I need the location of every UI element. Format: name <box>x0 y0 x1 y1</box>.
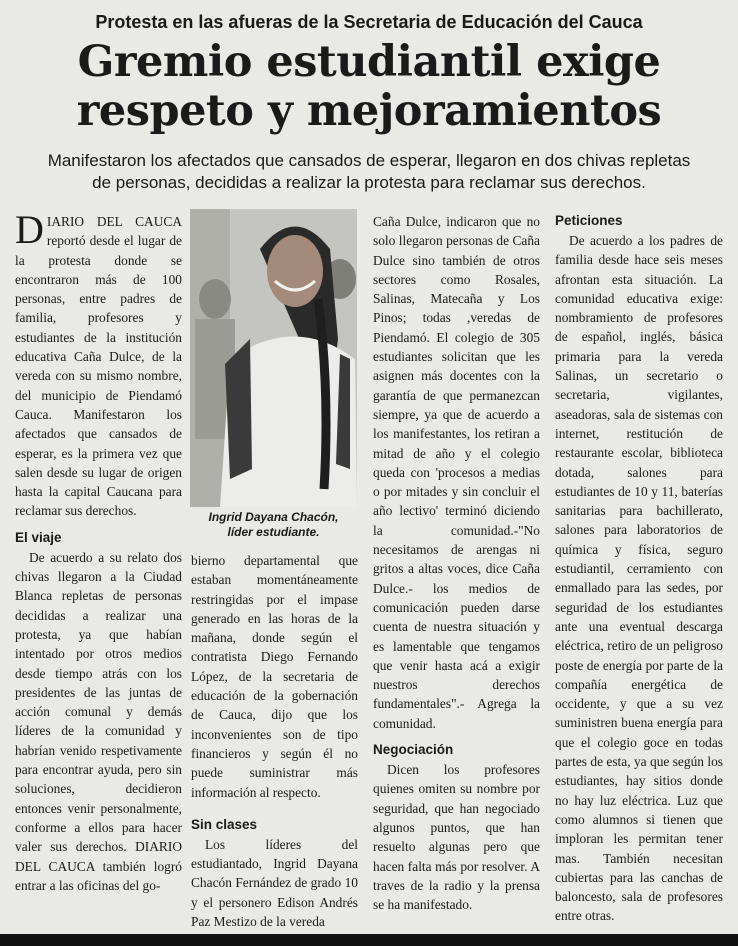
student-portrait-image <box>190 209 357 507</box>
paragraph-sin-clases: Los líderes del estudiantado, Ingrid Dayana Chacón Fernández de grado 10 y el personero Edison Andrés Paz Mestizo de la vereda <box>191 836 358 930</box>
subheading-negociacion: Negociación <box>373 742 454 758</box>
lead-line-1: Manifestaron los afectados que cansados de esperar, llegaron en dos chivas repletas <box>47 151 691 170</box>
lead-line-2: de personas, decididas a realizar la protesta para reclamar sus derechos. <box>92 173 646 192</box>
photo-caption: Ingrid Dayana Chacón, líder estudiante. <box>208 510 339 539</box>
headline <box>0 38 738 136</box>
column-4 <box>555 212 723 926</box>
column-3 <box>373 212 540 914</box>
bottom-banner-strip <box>0 934 738 946</box>
paragraph-gobierno: bierno departamental que estaban momentáneamente restringidas por el impase generado en las horas de la mañana, donde según el contratista Diego Fernando López, de la secretaria de educación de la gobernación de Cauca, dijo que los inconvenientes son de tipo financieros y según él no puede suministrar más información al respecto. <box>191 553 358 800</box>
lead-paragraph <box>10 150 728 194</box>
paragraph-el-viaje: De acuerdo a su relato dos chivas llegaron a la Ciudad Blanca repletas de personas decididas a realizar una protesta, ya que habían intentado por otros medios desde tiempo atrás con los presidentes de las juntas de acción comunal y demás líderes de la comunidad y habrían venido respetivamente para encontrar ayuda, pero sin soluciones, decidieron entonces venir personalmente, conforme a ellos para hacer valer sus derechos. DIARIO DEL CAUCA también logró entrar a las oficinas del go- <box>15 549 182 893</box>
headline-line-1: Gremio estudiantil exige <box>77 37 661 87</box>
subheading-el-viaje: El viaje <box>15 529 62 545</box>
paragraph-negociacion: Dicen los profesores quienes omiten su nombre por seguridad, que han negociado algunos puntos, que han resuelto algunas pero que hacen falta más por resolver. A traves de la radio y la prensa se ha manifestado. <box>373 762 540 913</box>
drop-cap: D <box>15 207 44 252</box>
subheading-peticiones: Peticiones <box>555 213 623 228</box>
column-2 <box>191 551 358 931</box>
student-photo <box>190 209 357 507</box>
paragraph-cana-dulce: Caña Dulce, indicaron que no solo llegaron personas de Caña Dulce sino también de otros sectores como Rosales, Salinas, Matecaña y Los Pinos; todas ,veredas de Piendamó. El colegio de 305 estudiantes solicitan que les asignen más docentes con la garantía de que permanezcan siempre, ya que de acuerdo a los manifestantes, los retiran a mitad de año y el colegio queda con 'procesos a medias o por mitades y sin concluir el año lectivo' terminó diciendo la comunidad.-"No necesitamos de arengas ni gritos a altas voces, dice Caña Dulce.- los medios de comunicación pueden darse cuenta de nuestra situación y es lamentable que tengamos que venir hasta acá a exigir nuestros derechos fundamentales".- Agrega la comunidad. <box>373 214 540 731</box>
paragraph-peticiones: De acuerdo a los padres de familia desde hace seis meses afrontan esta situación. La comunidad educativa exige: nombramiento de profesores de español, inglés, básica primaria para la vereda Salinas, un secretario o secretaria, vigilantes, aseadoras, sala de sistemas con internet, restitución de restaurante escolar, biblioteca dotada, salones para estudiantes de 10 y 11, baterías sanitarias para bachillerato, salones para laboratorios de química y física, seguro estudiantil, cerramiento con enmallado para las sedes, por seguridad de los estudiantes ante una eventual descarga eléctrica, retiro de un peligroso poste de energía por parte de la compañía energética de occidente, y que a su vez suministren buena energía para que el colegio goce en todas partes de esta, ya que según los estudiantes, hay sitios donde no hay luz eléctrica. Luz que como alumnos si tienen que imploran les permitan tener mas. También necesitan cubiertas para las canchas de baloncesto, sala de profesores entre otras. <box>555 233 723 924</box>
kicker: Protesta en las afueras de la Secretaria de Educación del Cauca <box>95 12 643 32</box>
column-1 <box>15 207 182 895</box>
intro-paragraph: DIARIO DEL CAUCA reportó desde el lugar de la protesta donde se encontraron más de 100 personas, entre padres de familia, profesores y estudiantes de la institución educativa Caña Dulce, de la vereda con su mismo nombre, del municipio de Piendamó Cauca. Manifestaron los afectados que cansados de esperar, es la primera vez que salen desde su lugar de origen hasta la capital Caucana para reclamar sus derechos. <box>15 207 182 519</box>
headline-line-2: respeto y mejoramientos <box>76 86 662 136</box>
subheading-sin-clases: Sin clases <box>191 816 258 832</box>
